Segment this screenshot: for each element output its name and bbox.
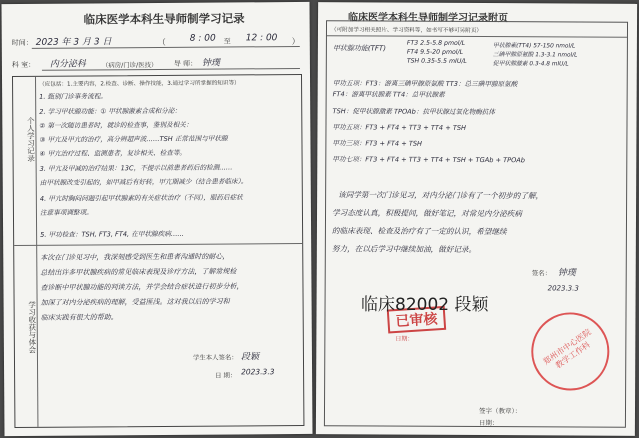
lab-line: TSH 0.35-5.5 mIU/L — [406, 57, 467, 65]
right-page — [316, 2, 637, 436]
section1-line: ④ 甲亢治疗过程、监测患者，复诊相关、检查等。 — [39, 148, 187, 158]
appendix-box — [324, 20, 628, 428]
record-table — [12, 74, 304, 428]
section1-line: 3. 甲亢及甲减的治疗结果：13C，不提示以前患者药后的检测…… — [39, 163, 233, 173]
time-end: 12 : 00 — [245, 33, 278, 44]
date-label: 时间： — [11, 38, 33, 48]
section2-line: 临床实践有很大的帮助。 — [40, 313, 118, 322]
hospital-seal — [516, 297, 625, 406]
section1-instructions: （应包括：1.主要内容，2.检查、诊断、操作技能，3.通过学习所掌握的知识等） — [39, 80, 240, 88]
appendix-header-divider — [327, 35, 627, 38]
lab-line: FT4 9.5-20 pmol/L — [406, 48, 464, 56]
bottom-date-label: 日期： — [478, 419, 499, 428]
dept-hint: （病房/门诊/医技） — [101, 60, 158, 70]
lab-line: FT3 2.5-5.8 pmol/L — [406, 39, 466, 47]
watermark-text: 临床82002 段颖 — [361, 295, 489, 315]
section1-line: 2. 学习甲状腺功能：① 甲状腺激素合成和分泌： — [39, 106, 181, 116]
reviewed-stamp-text: 已审核 — [395, 311, 439, 331]
reviewed-stamp-date: 日期： — [395, 335, 414, 343]
signature-value: 段颖 — [240, 352, 260, 363]
mentor-date: 2023.3.3 — [547, 284, 579, 293]
left-page — [1, 2, 312, 436]
record-title: 临床医学本科生导师制学习记录 — [83, 11, 245, 27]
time-prefix: （ — [157, 37, 166, 47]
comment-line: 的临床表现、检查及治疗有了一定的认识，希望继续 — [331, 226, 507, 237]
section2-label: 学习收获与体会 — [27, 300, 37, 354]
date2-value: 2023.3.3 — [241, 367, 275, 377]
dept-label: 科 室： — [11, 60, 36, 70]
section1-line: 4. 甲亢时胸闷问题引起甲状腺素的有关症状治疗（不同），服药后症状 — [39, 193, 243, 203]
appendix-note: （可附加学习相关照片、学习资料等，如书写不够可另附页） — [330, 27, 483, 35]
table-row-divider — [14, 243, 302, 246]
time-start: 8 : 00 — [189, 33, 216, 44]
body-line: FT4：游离甲状腺素 TT4：总甲状腺素 — [332, 90, 445, 99]
mentor-label: 导 师： — [173, 59, 198, 68]
mentor-sig-value: 钟璞 — [557, 268, 576, 279]
date-value: 2023 年 3 月 3 日 — [35, 37, 112, 48]
body-line: 甲功五项：FT3 + FT4 + TT3 + TT4 + TSH — [332, 123, 467, 132]
appendix-title: 临床医学本科生导师制学习记录附页 — [348, 12, 509, 25]
time-suffix: ） — [291, 36, 300, 47]
section1-line: 1. 甄别门诊事务流程。 — [39, 92, 107, 101]
section1-line: 5. 甲功检查：TSH, FT3, FT4, 在甲状腺疾病…… — [40, 229, 185, 239]
mentor-value: 钟璞 — [201, 58, 220, 69]
lab-right-line: 促甲状腺激素 0.3-4.8 mIU/L — [492, 61, 569, 68]
body-line: TSH：促甲状腺激素 TPOAb：抗甲状腺过氧化物酶抗体 — [332, 107, 496, 117]
section1-line: ③ 甲亢及甲亢的治疗，高分辨超声波……TSH 正常范围与甲状腺 — [39, 134, 228, 144]
section1-label: 个人学习记录 — [26, 116, 36, 162]
comment-line: 努力，在以后学习中继续加油，做好记录。 — [331, 244, 477, 254]
body-line: 甲功五项：FT3：游离三碘甲腺原氨酸 TT3：总三碘甲腺原氨酸 — [332, 79, 518, 89]
lab-right-line: 三碘甲腺原氨酸 1.3-3.1 nmol/L — [492, 52, 578, 59]
section1-line: 注意事项调整项。 — [39, 208, 93, 217]
comment-line: 该同学第一次门诊见习，对内分泌门诊有了一个初步的了解， — [338, 190, 544, 201]
section2-line: 本次在门诊见习中，我深刻感受到医生和患者沟通时的耐心， — [40, 252, 230, 262]
body-line: 甲功七项：FT3 + FT4 + TT3 + TT4 + TSH + TGAb + TPOAb — [332, 155, 526, 165]
section1-line: ② 第一次随访患者时，就诊的检查事，鉴别及相关： — [39, 120, 193, 130]
mentor-sig-label: 签名： — [531, 269, 552, 278]
time-to: 至 — [223, 37, 231, 46]
section2-line: 总结出许多甲状腺疾病的常见临床表现及诊疗方法，了解常规检 — [40, 267, 237, 277]
dept-value: 内分泌科 — [49, 59, 86, 70]
section1-line: 由甲状腺改变引起的，如甲减后有好转，甲亢期减少（结合患者临床）。 — [39, 177, 248, 187]
section2-line: 查诊断中甲状腺功能的判读方法，并学会结合症状进行初步分析， — [40, 282, 244, 292]
table-divider — [35, 77, 38, 427]
body-line: 甲功三项：FT3 + FT4 + TSH — [332, 139, 423, 148]
date2-label: 日 期： — [215, 371, 237, 380]
comment-line: 学习态度认真，积极提问，做好笔记，对常见内分泌疾病 — [332, 208, 522, 219]
lab-line: 甲状腺功能(TFT) — [332, 44, 386, 53]
bottom-sign-label: 签字（教章）： — [478, 407, 522, 416]
hospital-seal-text: 郑州市中心医院 教学工作科 — [541, 327, 593, 371]
signature-label: 学生本人签名： — [192, 353, 238, 362]
section2-line: 加深了对内分泌疾病的理解，受益匪浅。这对我以后的学习和 — [40, 297, 230, 307]
lab-right-line: 甲状腺素(TT4) 57-150 nmol/L — [492, 43, 576, 50]
